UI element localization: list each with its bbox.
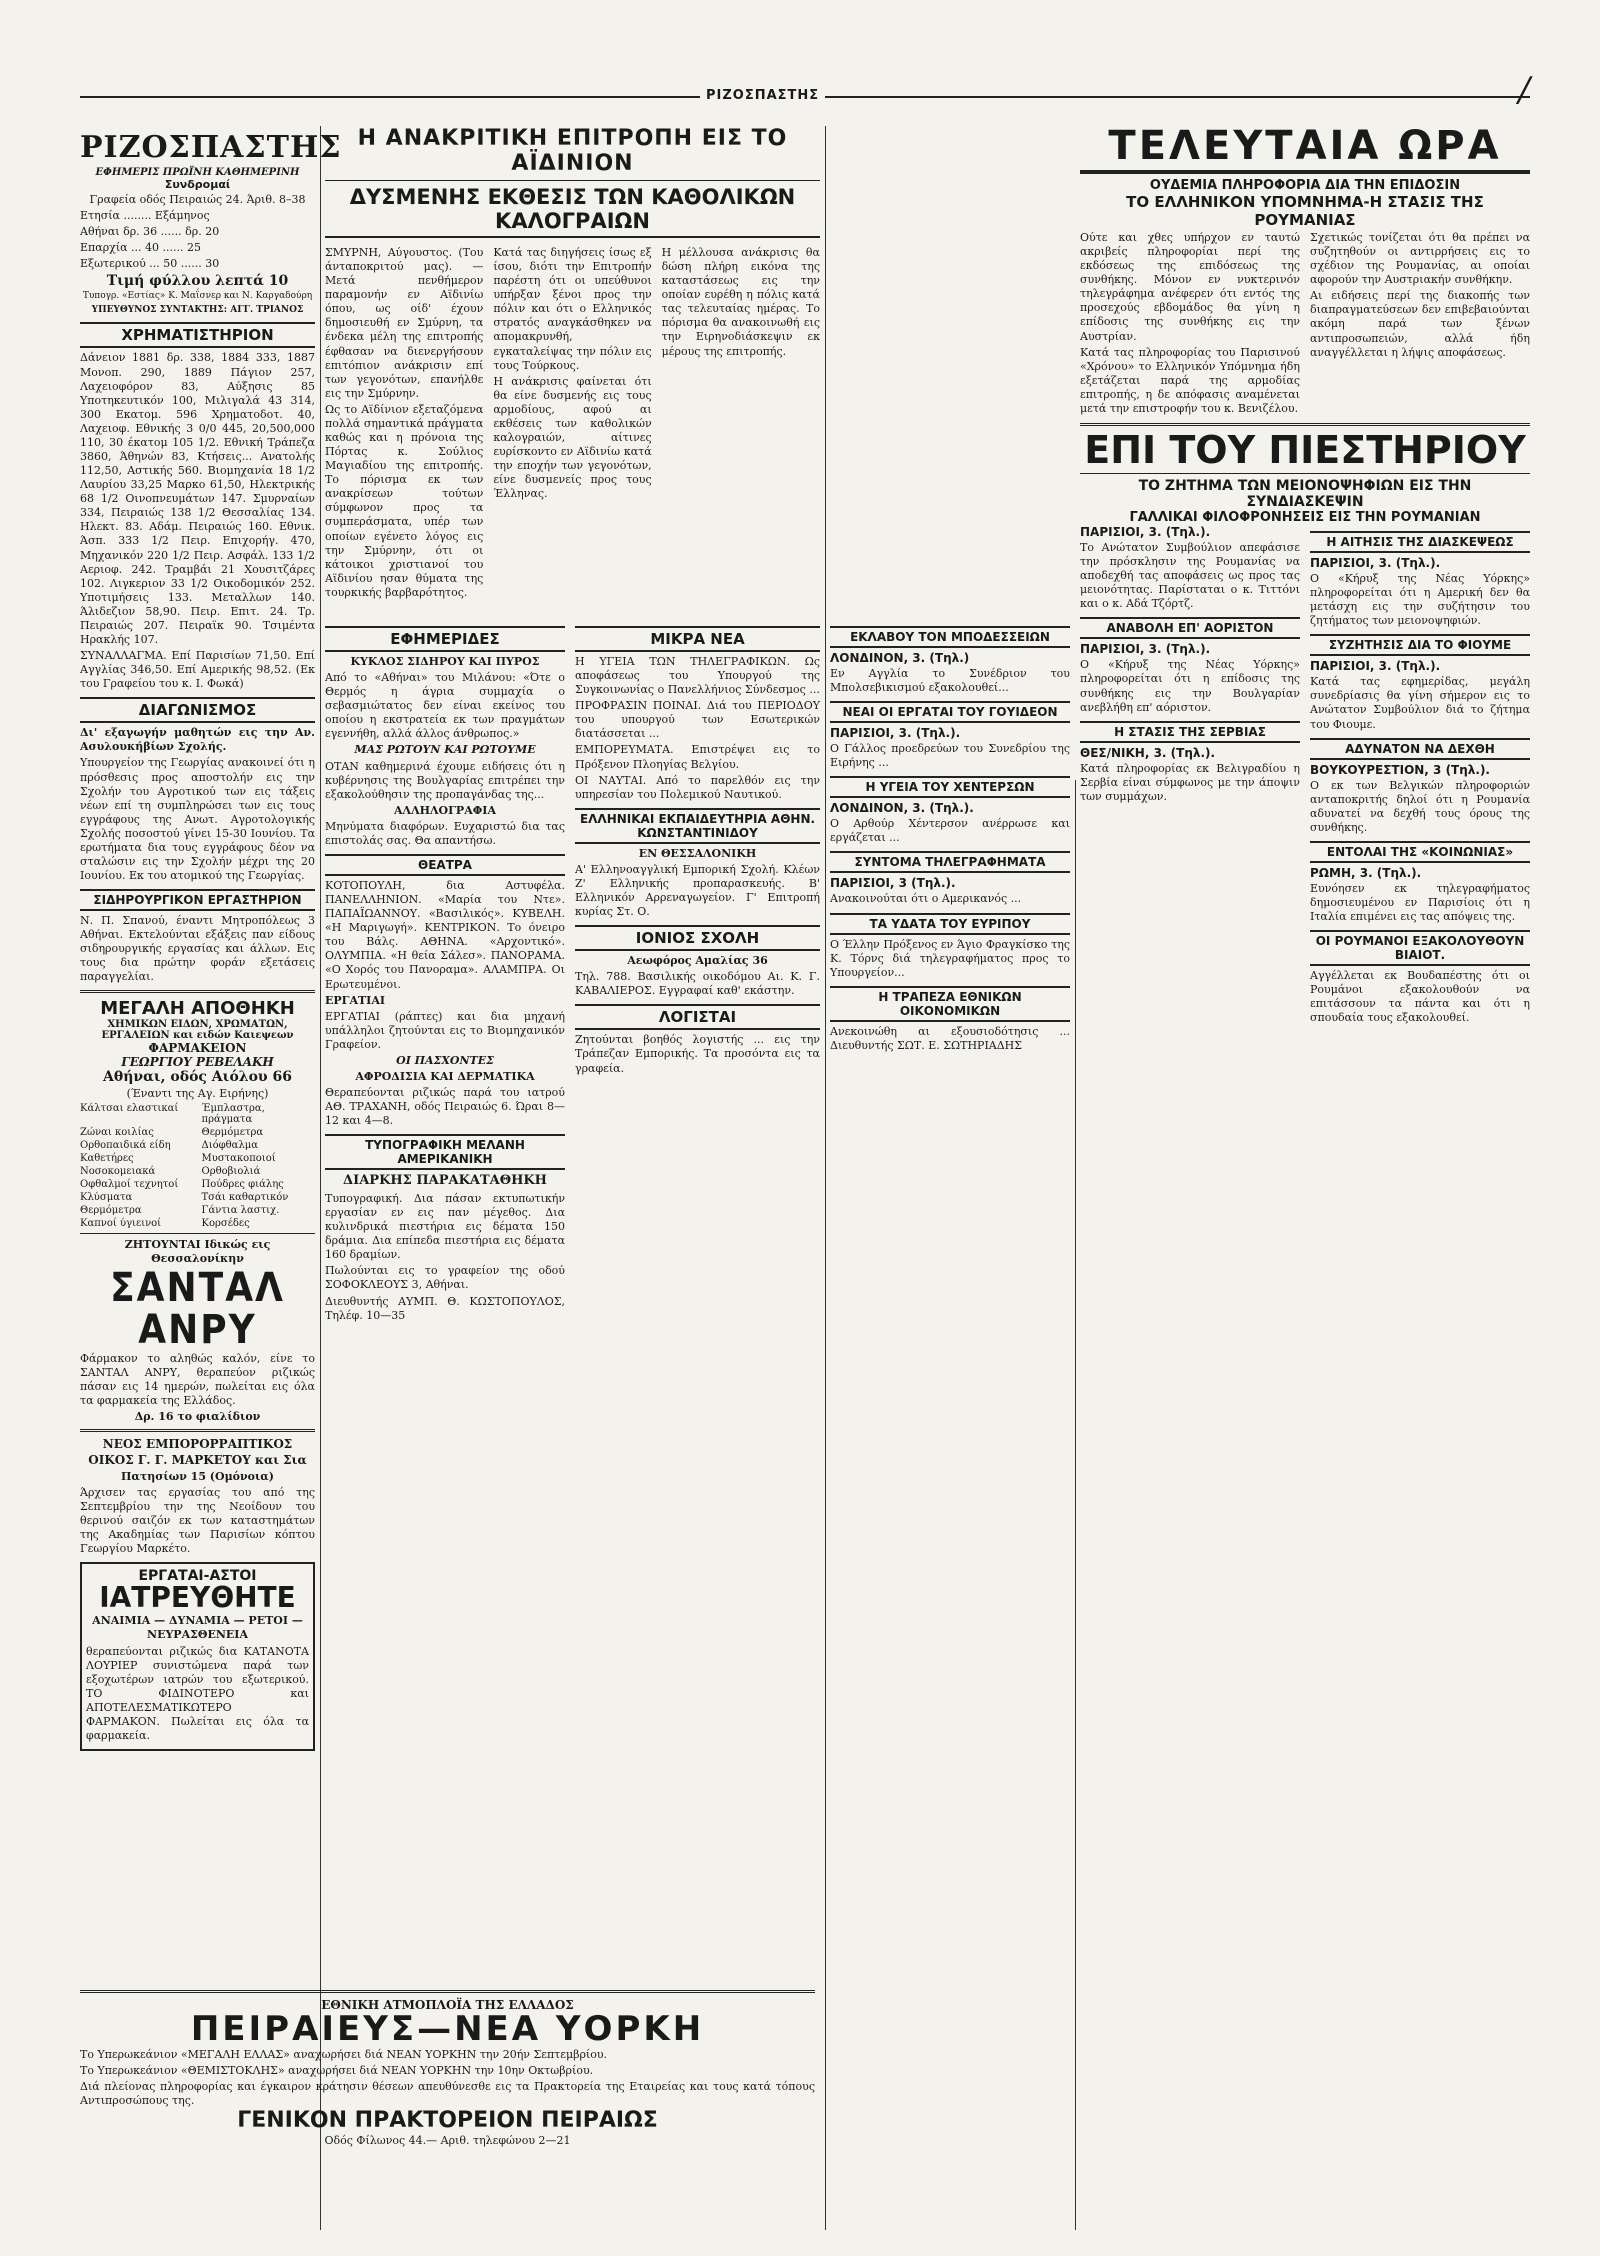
article-paragraph: Η ανάκρισις φαίνεται ότι θα είνε δυσμενής εις τους αρμοδίους, αφού αι εκθέσεις των καθολικών καλογραιών, αίτινες ευρίσκοντο εν Αϊδινίω κατά την εποχήν των γεγονότων, είνε δυσμενείς προς τους Έλληνας. xyxy=(493,374,652,501)
santal-title-2: ΑΝΡΥ xyxy=(138,1306,257,1353)
section-text: Τηλ. 788. Βασιλικής οικοδόμου Αι. Κ. Γ. ΚΑΒΑΛΙΕΡΟΣ. Εγγραφαί καθ' εκάστην. xyxy=(575,970,820,998)
subs-row: Αθήναι δρ. 36 ...... δρ. 20 xyxy=(80,225,220,239)
main-headline: Η ΑΝΑΚΡΙΤΙΚΗ ΕΠΙΤΡΟΠΗ ΕΙΣ ΤΟ ΑΪΔΙΝΙΟΝ xyxy=(357,126,788,176)
exchange-text: Δάνειον 1881 δρ. 338, 1884 333, 1887 Μονοπ. 290, 1889 Πάγιον 257, Λαχειοφόρον 83, Αύξησις 85 Υποτηκευτικόν 100, Μιλιγαλά 43 314, 300 Εκατομ. 596 Χρηματοδοτ. 40, Λαχειοφ. Εθνικής 3 0/0 445, 20,500,000 110, 30 έκατομ 105 1/2. Εθνική Τράπεζα 3860, Άθηνών 83, Κτήσεις... Ανατολής 112,50, Αστικής 560. Βιομηχανία 18 1/2 Λαυρίου 33,25 Μαρκο 61,50, Ηλεκτρικής 68 1/2 Οινοπνευμάτων 147. Σμυρναίων 334, Πειραιώς 138 1/2 Θεσσαλίας 134. Ηλεκτ. 83. Αδάμ. Πειραιώς 160. Εθνικ. Άσπ. 333 1/2 Πειρ. Επιχορήγ. 470, Μηχανικόν 220 1/2 Πειρ. Ασφάλ. 133 1/2 Αεριοφ. 242. Τραμβάι 21 Χουσιτζάρες 102. Λιγκεριον 33 1/2 Οικοδομικόν 252. Υποτιμήσεις 133. Μεταλλων 140. Άλιδεζιον 58,90. Πειρ. Επιτ. 24. Τρ. Πειραιώς 207. Πειραϊκ 90. Τσιμέντα Ηρακλής 107. xyxy=(80,351,315,646)
shipping-route: ΠΕΙΡΑΙΕΥΣ—ΝΕΑ ΥΟΡΚΗ xyxy=(190,2009,705,2049)
ad-item: Ορθοβιολιά xyxy=(201,1165,261,1177)
shipping-text: Το Υπερωκεάνιον «ΘΕΜΙΣΤΟΚΛΗΣ» αναχωρήσει διά ΝΕΑΝ ΥΟΡΚΗΝ την 10ην Οκτωβρίου. xyxy=(80,2064,594,2078)
ink-heading: ΤΥΠΟΓΡΑΦΙΚΗ ΜΕΛΑΝΗ ΑΜΕΡΙΚΑΝΙΚΗ xyxy=(325,1134,565,1170)
commerce-text: Άρχισεν τας εργασίας του από της Σεπτεμβρίου την της Νεοίδουν του θερινού σαιζόν εκ των καταστημάτων της Ακαδημίας των Παρισίων κόπτου Γεωργίου Μαρκέτο. xyxy=(80,1485,315,1556)
section-subhead: ΜΑΣ ΡΩΤΟΥΝ ΚΑΙ ΡΩΤΟΥΜΕ xyxy=(354,743,536,757)
shipping-text: Διά πλείονας πληροφορίας και έγκαιρον κράτησιν θέσεων απευθύνεσθε εις τα Πρακτορεία της Εταιρείας και τους κατά τόπους Αντιπροσώπους της. xyxy=(80,2080,815,2108)
section-text: Αγγέλλεται εκ Βουδαπέστης ότι οι Ρουμάνοι εξακολουθούν να επιτάσσουν τα πάντα και ότι η σπουδαία τους εξακολουθεί. xyxy=(1310,969,1530,1025)
section-text: Ανακοινούται ότι ο Αμερικανός ... xyxy=(830,892,1022,906)
theatres-text: ΚΟΤΟΠΟΥΛΗ, δια Αστυφέλα. ΠΑΝΕΛΛΗΝΙΟΝ. «Μαρία του Ντε». ΠΑΠΑΪΩΑΝΝΟΥ. «Βασιλικός». ΚΥΒΕΛΗ. «Η Μαριγωγή». ΚΕΝΤΡΙΚΟΝ. Το όνειρο του Βάλς. ΑΘΗΝΑ. «Αρχοντικό». ΟΛΥΜΠΙΑ. «Η θεία Σάλεσ». ΠΑΝΟΡΑΜΑ. «Ο Χορός του Πανοραμα». ΑΛΑΜΠΡΑ. Οι Ερωτευμένοι. xyxy=(325,879,565,991)
dateline: ΠΑΡΙΣΙΟΙ, 3. (Τηλ.). xyxy=(830,726,961,741)
section-text: Μηνύματα διαφόρων. Ευχαριστώ δια τας επιστολάς σας. Θα απαντήσω. xyxy=(325,819,565,847)
contest-heading: ΔΙΑΓΩΝΙΣΜΟΣ xyxy=(80,697,315,723)
section-heading: ΤΑ ΥΔΑΤΑ ΤΟΥ ΕΥΡΙΠΟΥ xyxy=(830,913,1070,935)
section-text: ΟΤΑΝ καθημερινά έχουμε ειδήσεις ότι η κυβέρνησις της Βουλγαρίας επιτρέπει την εξακολούθησιν της προπαγάνδας της... xyxy=(325,759,565,801)
workers-ad xyxy=(80,1562,315,1751)
editor-line: ΥΠΕΥΘΥΝΟΣ ΣΥΝΤΑΚΤΗΣ: ΑΓΓ. ΤΡΙΑΝΟΣ xyxy=(91,304,304,315)
address-note: (Έναντι της Αγ. Ειρήνης) xyxy=(126,1086,269,1100)
paper-title: ΡΙΖΟΣΠΑΣΤΗΣ xyxy=(80,130,342,165)
section-text: Ο Έλλην Πρόξενος εν Άγιο Φραγκίσκο της Κ. Τόρνς διά τηλεγραφήματος προς το Υπουργείον... xyxy=(830,937,1070,979)
section-text: Ο Αρθούρ Χέντερσον ανέρρωσε και εργάζεται ... xyxy=(830,817,1070,845)
article-paragraph: ΣΜΥΡΝΗ, Αύγουστος. (Του άνταποκριτού μας). — Μετά πενθήμερον παραμονήν εν Αϊδινίω όπου, ως οίδ' έχουν δημοσιευθή εν Σμύρνη, τα ένδεκα μέλη της επιτροπής έφθασαν να διενεργήσουν επιτόπιον ανάκρισιν επί των γεγονότων, επανήλθε εις την Σμύρνην. xyxy=(325,246,484,400)
warehouse-address: Αθήναι, οδός Αιόλου 66 xyxy=(103,1068,292,1085)
dateline: ΠΑΡΙΣΙΟΙ, 3. (Τηλ.). xyxy=(1310,556,1441,571)
contest-lead: Δι' εξαγωγήν μαθητών εις την Αν. Ασυλουκήβίων Σχολής. xyxy=(80,726,315,754)
section-text: Κατά τας εφημερίδας, μεγάλη συνεδρίασις θα γίνη σήμερον εις το Ανώτατον Συμβούλιον διά το ζήτημα του Φιουμε. xyxy=(1310,675,1530,731)
romania-headline: ΓΑΛΛΙΚΑΙ ΦΙΛΟΦΡΟΝΗΣΕΙΣ ΕΙΣ ΤΗΝ ΡΟΥΜΑΝΙΑΝ xyxy=(1129,510,1481,526)
section-text: Ο «Κήρυξ της Νέας Υόρκης» πληροφορείται ότι η Αμερική δεν θα μετάσχη εις την συζήτησιν του ζητήματος των μειονοψηφιών. xyxy=(1310,572,1530,628)
section-heading: ΣΥΖΗΤΗΣΙΣ ΔΙΑ ΤΟ ΦΙΟΥΜΕ xyxy=(1310,634,1530,656)
ad-item: Ζώναι κοιλίας xyxy=(80,1126,154,1138)
printer-line: Τυπογρ. «Εστίας» Κ. Μαΐσνερ και Ν. Καργαδούρη xyxy=(82,291,313,302)
column-rule xyxy=(825,126,826,2230)
school-heading: ΕΛΛΗΝΙΚΑΙ ΕΚΠΑΙΔΕΥΤΗΡΙΑ ΑΘΗΝ. ΚΩΝΣΤΑΝΤΙΝΙΔΟΥ xyxy=(575,808,820,844)
running-head: ΡΙΖΟΣΠΑΣΤΗΣ xyxy=(700,88,825,103)
section-text: Πωλούνται εις το γραφείον της οδού ΣΟΦΟΚΛΕΟΥΣ 3, Αθήναι. xyxy=(325,1264,565,1292)
section-text: Κατά πληροφορίας εκ Βελιγραδίου η Σερβία είναι σύμφωνος με την άποψιν των συμμάχων. xyxy=(1080,761,1300,803)
workers-heading: ΕΡΓΑΤΑΙ-ΑΣΤΟΙ xyxy=(138,1568,257,1585)
section-text: ΠΡΟΦΡΑΣΙΝ ΠΟΙΝΑΙ. Διά του ΠΕΡΙΟΔΟΥ του υπουργού των Εσωτερικών διατάσσεται ... xyxy=(575,699,820,741)
ad-item: Νοσοκομειακά xyxy=(80,1165,156,1177)
section-text: Α' Ελληνοαγγλική Εμπορική Σχολή. Κλέων Ζ' Ελληνικής προπαρασκευής. Β' Ελληνικόν Αρρεναγωγείον. Γ' Επιτροπή κυρίας Στ. Ο. xyxy=(575,862,820,919)
column-2 xyxy=(325,126,820,616)
section-heading: Η ΤΡΑΠΕΖΑ ΕΘΝΙΚΩΝ ΟΙΚΟΝΟΜΙΚΩΝ xyxy=(830,986,1070,1022)
article-paragraph: Κατά τας διηγήσεις ίσως εξ ίσου, διότι την Επιτροπήν παρέστη ότι οι υπεύθυνοι υπήρξαν ξένοι προς την πόλιν και ότι ο Ελληνικός στρατός αναγκάσθηκεν να απομακρυνθή, εγκαταλείψας την πόλιν εις τους Τούρκους. xyxy=(493,246,652,372)
article-col-b xyxy=(493,244,651,602)
theatres-heading: ΘΕΑΤΡΑ xyxy=(325,854,565,876)
ad-item: Έμπλαστρα, πράγματα xyxy=(201,1102,265,1125)
column-rule xyxy=(1075,780,1076,2230)
commerce-heading: ΝΕΟΣ ΕΜΠΟΡΟΡΡΑΠΤΙΚΟΣ ΟΙΚΟΣ Γ. Γ. ΜΑΡΚΕΤΟΥ και Σια xyxy=(88,1437,307,1467)
owner-name: ΓΕΩΡΓΙΟΥ ΡΕΒΕΛΑΚΗ xyxy=(121,1054,274,1069)
last-hour-banner: ΤΕΛΕΥΤΑΙΑ ΩΡΑ xyxy=(1080,126,1530,174)
section-text: Ανεκοινώθη αι εξουσιοδότησις ... Διευθυντής ΣΩΤ. Ε. ΣΩΤΗΡΙΑΔΗΣ xyxy=(830,1024,1070,1052)
search-line: ΖΗΤΟΥΝΤΑΙ Ιδικώς εις Θεσσαλονίκην xyxy=(124,1237,271,1265)
ad-item: Θερμόμετρα xyxy=(80,1204,142,1216)
shipping-company: ΕΘΝΙΚΗ ΑΤΜΟΠΛΟΪΑ ΤΗΣ ΕΛΛΑΔΟΣ xyxy=(321,1998,574,2012)
newspaper-page xyxy=(80,60,1530,2230)
exchange-heading: ΧΡΗΜΑΤΙΣΤΗΡΙΟΝ xyxy=(80,322,315,348)
workshop-text: Ν. Π. Σπανού, έναντι Μητροπόλεως 3 Αθήναι. Εκτελούνται εξάξεις παν είδους σιδηρουργικής εργασίας και άλλων. Εις τους δια πρώτην φοράν εξετάσεις παραγγελίαι. xyxy=(80,914,315,984)
ad-item: Διόφθαλμα xyxy=(201,1139,259,1151)
col5-headline-2: ΤΟ ΕΛΛΗΝΙΚΟΝ ΥΠΟΜΝΗΜΑ-Η ΣΤΑΣΙΣ ΤΗΣ ΡΟΥΜΑΝΙΑΣ xyxy=(1126,193,1484,229)
agency-address: Οδός Φίλωνος 44.— Αριθ. τηλεφώνου 2—21 xyxy=(324,2134,571,2148)
shipping-ad xyxy=(80,1985,815,2150)
section-heading: ΣΥΝΤΟΜΑ ΤΗΛΕΓΡΑΦΗΜΑΤΑ xyxy=(830,851,1070,873)
press-columns xyxy=(1080,525,1530,1027)
section-heading: ΑΝΑΒΟΛΗ ΕΠ' ΑΟΡΙΣΤΟΝ xyxy=(1080,617,1300,639)
warehouse-sub: ΧΗΜΙΚΩΝ ΕΙΔΩΝ, ΧΡΩΜΑΤΩΝ, ΕΡΓΑΛΕΙΩΝ και ειδών Καιεψεων xyxy=(101,1018,294,1041)
dateline: ΠΑΡΙΣΙΟΙ, 3. (Τηλ.). xyxy=(1080,525,1211,540)
section-heading: ΕΝΤΟΛΑΙ ΤΗΣ «ΚΟΙΝΩΝΙΑΣ» xyxy=(1310,841,1530,863)
price-line: Τιμή φύλλου λεπτά 10 xyxy=(106,273,289,290)
section-text: Τυπογραφική. Δια πάσαν εκτυπωτικήν εργασίαν εν εις παν μέγεθος. Δια κυλινδρικά πιεστήρια εις δέματα 150 δράμια. Δια επίπεδα πιεστήρια εις δέματα 160 δραμίων. xyxy=(325,1191,565,1262)
section-heading: ΟΙ ΡΟΥΜΑΝΟΙ ΕΞΑΚΟΛΟΥΘΟΥΝ ΒΙΑΙΟΤ. xyxy=(1310,930,1530,966)
ad-item: Θερμόμετρα xyxy=(201,1126,264,1138)
article-col-c xyxy=(662,244,820,602)
section-subhead: ΑΛΛΗΛΟΓΡΑΦΙΑ xyxy=(394,803,496,817)
accountants-heading: ΛΟΓΙΣΤΑΙ xyxy=(575,1004,820,1030)
ad-item: Καπνοί ύγιεινοί xyxy=(80,1217,162,1229)
section-text: Εν Αγγλία το Συνέδριον του Μπολσεβικισμού εξακολουθεί... xyxy=(830,667,1070,695)
article-paragraph: Ως το Αϊδίνιον εξεταζόμενα πολλά σημαντικά πράγματα καθώς και η πρόνοια της Πόρτας κ. Σούλιος Μαγιαδίου της επιτροπής. Το πόρισμα εκ των ανακρίσεων τούτων σύμφωνον προς τα συμπεράσματα, υπέρ των οποίων εγένετο λόγος εις την Σμύρνην, ότι οι κάτοικοι χριστιανοί του Αϊδινίου ησαν θύματα της τουρκικής βαρβαρότητος. xyxy=(325,402,484,599)
agency-name: ΓΕΝΙΚΟΝ ΠΡΑΚΤΟΡΕΙΟΝ ΠΕΙΡΑΙΩΣ xyxy=(237,2108,658,2134)
dateline: ΘΕΣ/ΝΙΚΗ, 3. (Τηλ.). xyxy=(1080,745,1216,760)
section-heading: ΝΕΑΙ ΟΙ ΕΡΓΑΤΑΙ ΤΟΥ ΓΟΥΙΔΕΟΝ xyxy=(830,701,1070,723)
divider xyxy=(80,1990,815,1993)
press-banner: ΕΠΙ ΤΟΥ ΠΙΕΣΤΗΡΙΟΥ xyxy=(1084,428,1526,473)
santal-text: Φάρμακον το αληθώς καλόν, είνε το ΣΑΝΤΑΛ ΑΝΡΥ, θεραπεύον ριζικώς πάσαν εις 14 ημερών, πωλείται εις όλα τα φαρμακεία της Ελλάδος. xyxy=(80,1351,315,1408)
column-rule xyxy=(320,126,321,2230)
workers-text: θεραπεύονται ριζικώς δια ΚΑΤΑΝΟΤΑ ΛΟΥΡΙΕΡ συνιστώμενα παρά των εξοχωτέρων ιατρών του εξωτερικού. ΤΟ ΦΙΔΙΝΟΤΕΡΟ και ΑΠΟΤΕΛΕΣΜΑΤΙΚΩΤΕΡΟ ΦΑΡΜΑΚΟΝ. Πωλείται εις όλα τα φαρμακεία. xyxy=(86,1644,309,1742)
ink-subhead: ΔΙΑΡΚΗΣ ΠΑΡΑΚΑΤΑΘΗΚΗ xyxy=(343,1173,547,1189)
subs-row: Εξωτερικού ... 50 ...... 30 xyxy=(80,257,220,271)
dateline: ΡΩΜΗ, 3. (Τηλ.). xyxy=(1310,865,1422,880)
santal-title: ΣΑΝΤΑΛ xyxy=(110,1264,285,1311)
ad-item: Πούδρες φιάλης xyxy=(201,1178,284,1190)
section-subhead: ΚΥΚΛΟΣ ΣΙΔΗΡΟΥ ΚΑΙ ΠΥΡΟΣ xyxy=(350,655,540,668)
section-subhead: ΟΙ ΠΑΣΧΟΝΤΕΣ xyxy=(396,1053,494,1067)
minorities-headline: ΤΟ ΖΗΤΗΜΑ ΤΩΝ ΜΕΙΟΝΟΨΗΦΙΩΝ ΕΙΣ ΤΗΝ ΣΥΝΔΙΑΣΚΕΨΙΝ xyxy=(1138,478,1472,511)
page-number: / xyxy=(1518,70,1530,110)
section-text: Ο «Κήρυξ της Νέας Υόρκης» πληροφορείται ότι η επίδοσις της συνθήκης εις την Βουλγαρίαν ανεβλήθη επ' αόριστον. xyxy=(1080,658,1300,714)
ad-item: Κορσέδες xyxy=(201,1217,250,1229)
section-text: Από το «Αθήναι» του Μιλάνου: «Ότε ο Θερμός η άγρια συμμαχία ο σεβασμιώτατος δεν είναι εκείνος του οποίου η εκστρατεία εκ των πραγμάτων εγεννήθη, αλλά άλλος άνθρωπος.» xyxy=(325,671,565,741)
ad-items-grid xyxy=(80,1103,315,1229)
divider xyxy=(80,990,315,993)
article-paragraph: Σχετικώς τονίζεται ότι θα πρέπει να συζητηθούν οι αντιρρήσεις εις το σχέδιον της Ρουμανίας, αι οποίαι αφορούν την Αυστριακήν συνθήκην. xyxy=(1310,231,1530,287)
section-subhead: ΑΦΡΟΔΙΣΙΑ ΚΑΙ ΔΕΡΜΑΤΙΚΑ xyxy=(355,1070,535,1084)
article-paragraph: Η μέλλουσα ανάκρισις θα δώση πλήρη εικόνα της καταστάσεως εις την οποίαν ευρέθη η πόλις κατά τας τελευταίας ημέρας. Το πόρισμα θα ανακοινωθή εις την Ειρηνοδιάσκεψιν εκ μέρους της επιτροπής. xyxy=(661,246,820,358)
school-subhead: ΕΝ ΘΕΣΣΑΛΟΝΙΚΗ xyxy=(638,846,757,860)
contest-text: Υπουργείον της Γεωργίας ανακοινεί ότι η πρόσθεσις προς αποστολήν εις την Σχολήν του Αγροτικού των εις τάξεις νέων επί τη συμπληρώσει των εις τους εγγράφους της Ανωτ. Αγροτολογικής Σχολής ποσοστού γίνει 15-30 Ιουνίου. Τα ερωτήματα δια τους εγγράφους δέον να σταλώσιν εις την Σχολήν μέχρι της 20 Ιουνίου. Εκ του ατομικού της Γεωργίας. xyxy=(80,756,315,883)
section-heading: Η ΥΓΕΙΑ ΤΟΥ ΧΕΝΤΕΡΣΩΝ xyxy=(830,776,1070,798)
section-heading: ΑΔΥΝΑΤΟΝ ΝΑ ΔΕΧΘΗ xyxy=(1310,738,1530,760)
ad-item: Ορθοπαιδικά είδη xyxy=(80,1139,171,1151)
pharmacy-label: ΦΑΡΜΑΚΕΙΟΝ xyxy=(148,1040,247,1055)
column-4b xyxy=(830,620,1070,2230)
newspapers-heading: ΕΦΗΜΕΡΙΔΕΣ xyxy=(325,626,565,652)
subs-row: Επαρχία ... 40 ...... 25 xyxy=(80,241,202,255)
section-text: ΕΡΓΑΤΙΑΙ (ράπτες) και δια μηχανή υπάλληλοι ζητούνται εις το Βιομηχανικόν Γραφείον. xyxy=(325,1009,565,1051)
last-hour-text xyxy=(1080,229,1530,418)
office-line: Γραφεία οδός Πειραιώς 24. Άριθ. 8–38 xyxy=(89,193,306,206)
santal-price: Δρ. 16 το φιαλίδιον xyxy=(134,1410,261,1424)
dateline: ΒΟΥΚΟΥΡΕΣΤΙΟΝ, 3 (Τηλ.). xyxy=(1310,762,1490,777)
ad-item: Μυστακοποιοί xyxy=(201,1152,276,1164)
dateline: ΛΟΝΔΙΝΟΝ, 3. (Τηλ.) xyxy=(830,651,970,665)
article-columns xyxy=(325,244,820,602)
section-heading: Η ΣΤΑΣΙΣ ΤΗΣ ΣΕΡΒΙΑΣ xyxy=(1080,721,1300,743)
ad-item: Γάντια λαστιχ. xyxy=(201,1204,280,1216)
section-text: Ο Γάλλος προεδρεύων του Συνεδρίου της Ειρήνης ... xyxy=(830,742,1070,770)
warehouse-heading: ΜΕΓΑΛΗ ΑΠΟΘΗΚΗ xyxy=(100,997,295,1019)
article-paragraph: Αι ειδήσεις περί της διακοπής των διαπραγματεύσεων δεν επιβεβαιούνται ακόμη παρά των ξένων αντιπροσωπειών, αλλά ήδη αναγγέλλεται η λήψις αποφάσεως. xyxy=(1310,289,1530,359)
article-paragraph: Ούτε και χθες υπήρχον εν ταυτώ ακριβείς πληροφορίαι περί της εκδόσεως της επιδόσεως της συνθήκης. Μόνον εν νυκτερινόν τηλεγράφημα ανέφερεν ότι εντός της προσεχούς εβδομάδος θα γίνη η επίδοσις της συνθήκης εις την Αυστρίαν. xyxy=(1080,231,1300,343)
minor-news-heading: ΜΙΚΡΑ ΝΕΑ xyxy=(575,626,820,652)
ad-item: Κλύσματα xyxy=(80,1191,133,1203)
section-text: ΕΜΠΟΡΕΥΜΑΤΑ. Επιστρέψει εις το Πρόξενον Πλοηγίας Βελγίου. xyxy=(575,743,820,771)
section-text: Θεραπεύονται ριζικώς παρά του ιατρού ΑΘ. ΤΡΑΧΑΝΗ, οδός Πειραιώς 6. Ώραι 8—12 και 4—8. xyxy=(325,1086,565,1128)
col5-headline: ΟΥΔΕΜΙΑ ΠΛΗΡΟΦΟΡΙΑ ΔΙΑ ΤΗΝ ΕΠΙΔΟΣΙΝ xyxy=(1149,178,1461,193)
shipping-text: Το Υπερωκεάνιον «ΜΕΓΑΛΗ ΕΛΛΑΣ» αναχωρήσει διά ΝΕΑΝ ΥΟΡΚΗΝ την 20ήν Σεπτεμβρίου. xyxy=(80,2048,608,2061)
section-text: Το Ανώτατον Συμβούλιον απεφάσισε την πρόσκλησιν της Ρουμανίας να αποδεχθή τας αποφάσεις ως προς τας μειονότητας. Παρίσταται ο κ. Τιττόνι και ο κ. Αδά Τζόρτζ. xyxy=(1080,541,1300,611)
section-text: ΟΙ ΝΑΥΤΑΙ. Από το παρελθόν εις την υπηρεσίαν του Πολεμικού Ναυτικού. xyxy=(575,773,820,801)
divider xyxy=(1080,423,1530,426)
workers-sub: ΑΝΑΙΜΙΑ — ΔΥΝΑΜΙΑ — ΡΕΤΟΙ — ΝΕΥΡΑΣΘΕΝΕΙΑ xyxy=(92,1614,303,1642)
exchange-tail: ΣΥΝΑΛΛΑΓΜΑ. Επί Παρισίων 71,50. Επί Αγγλίας 346,50. Επί Αμερικής 98,52. (Εκ του Γραφείου του κ. Ι. Φωκά) xyxy=(80,649,315,691)
press-col-a xyxy=(1080,525,1300,1027)
press-col-b xyxy=(1310,525,1530,1027)
dateline: ΠΑΡΙΣΙΟΙ, 3 (Τηλ.). xyxy=(830,876,956,891)
workers-big: ΙΑΤΡΕΥΘΗΤΕ xyxy=(99,1581,296,1615)
divider xyxy=(80,1429,315,1432)
article-paragraph: Κατά τας πληροφορίας του Παρισινού «Χρόνου» το Ελληνικόν Υπόμνημα ήδη εξετάζεται παρά της αρμοδίας επιτροπής, η δε απόφασις αναμένεται μετά την επιστροφήν του κ. Βενιζέλου. xyxy=(1080,345,1300,415)
ionian-address: Αεωφόρος Αμαλίας 36 xyxy=(627,954,768,968)
column-5 xyxy=(1080,123,1530,2230)
dateline: ΛΟΝΔΙΝΟΝ, 3. (Τηλ.). xyxy=(830,801,974,816)
ad-item: Οφθαλμοί τεχνητοί xyxy=(80,1178,179,1190)
sub-headline: ΔΥΣΜΕΝΗΣ ΕΚΘΕΣΙΣ ΤΩΝ ΚΑΘΟΛΙΚΩΝ ΚΑΛΟΓΡΑΙΩΝ xyxy=(325,185,820,238)
section-text: Η ΥΓΕΙΑ ΤΩΝ ΤΗΛΕΓΡΑΦΙΚΩΝ. Ως αποφάσεως του Υπουργού της Συγκοινωνίας ο Πανελλήνιος Σύνδεσμος ... xyxy=(575,655,820,697)
section-text: Ζητούνται βοηθός λογιστής ... εις την Τράπεζαν Εμπορικής. Τα προσόντα εις τα γραφεία. xyxy=(575,1033,820,1075)
dateline: ΠΑΡΙΣΙΟΙ, 3. (Τηλ.). xyxy=(1080,642,1211,657)
article-col-a xyxy=(325,244,483,602)
section-text: Ευνόησεν εκ τηλεγραφήματος δημοσιευμένου εν Παρισίοις ότι η Ιταλία επιμένει εις τας απόψεις της. xyxy=(1310,881,1530,924)
commerce-address: Πατησίων 15 (Ομόνοια) xyxy=(121,1469,274,1483)
text-col-b xyxy=(1310,229,1530,418)
subscriptions-head: Συνδρομαί xyxy=(164,178,231,191)
section-heading: Η ΑΙΤΗΣΙΣ ΤΗΣ ΔΙΑΣΚΕΨΕΩΣ xyxy=(1310,531,1530,553)
section-text: Ο εκ των Βελγικών πληροφοριών ανταποκριτής δηλοί ότι η Ρουμανία αδυνατεί να δεχθή τους όρους της συνθήκης. xyxy=(1310,778,1530,834)
paper-subtitle: ΕΦΗΜΕΡΙΣ ΠΡΩΪΝΗ ΚΑΘΗΜΕΡΙΝΗ xyxy=(95,167,300,178)
ad-item: Καθετήρες xyxy=(80,1152,134,1164)
ionian-school-heading: ΙΟΝΙΟΣ ΣΧΟΛΗ xyxy=(575,925,820,951)
dateline: ΠΑΡΙΣΙΟΙ, 3. (Τηλ.). xyxy=(1310,659,1441,674)
workshop-heading: ΣΙΔΗΡΟΥΡΓΙΚΟΝ ΕΡΓΑΣΤΗΡΙΟΝ xyxy=(80,889,315,911)
divider xyxy=(1080,473,1530,474)
section-heading: ΕΚΛΑΒΟΥ ΤΟΝ ΜΠΟΔΕΣΣΕΙΩΝ xyxy=(830,626,1070,648)
subs-row: Ετησία ........ Εξάμηνος xyxy=(80,209,210,223)
divider xyxy=(325,180,820,181)
section-subhead: ΕΡΓΑΤΙΑΙ xyxy=(325,993,386,1007)
text-col-a xyxy=(1080,229,1300,418)
section-text: Διευθυντής ΑΥΜΠ. Θ. ΚΩΣΤΟΠΟΥΛΟΣ, Τηλέφ. 10—35 xyxy=(325,1294,565,1322)
ad-item: Τσάι καθαρτικόν xyxy=(201,1191,289,1203)
ad-item: Κάλτσαι ελαστικαί xyxy=(80,1102,179,1114)
divider xyxy=(80,1233,315,1234)
